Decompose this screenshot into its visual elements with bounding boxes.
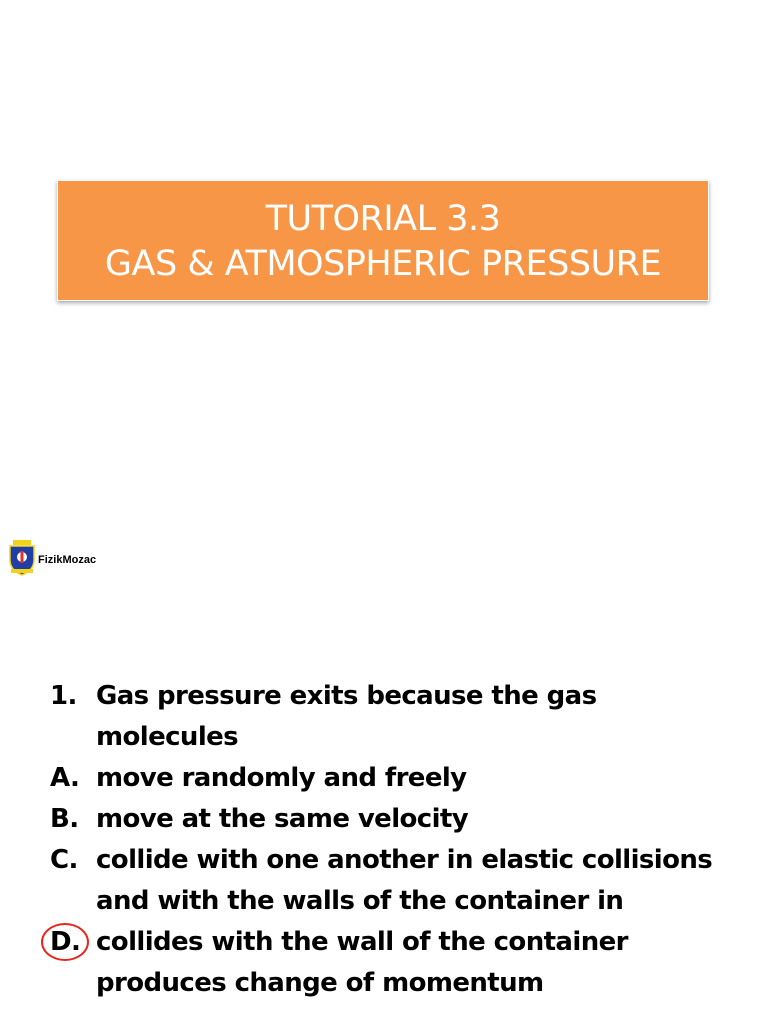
question-text-line: Gas pressure exits because the gas: [96, 681, 597, 711]
option-d: [50, 922, 750, 1004]
option-text-line: move randomly and freely: [96, 763, 467, 793]
option-letter: B.: [50, 804, 79, 834]
title-banner: [57, 180, 709, 301]
logo-label: FizikMozac: [38, 554, 97, 566]
option-letter-circled: D.: [50, 922, 96, 963]
option-text-line: produces change of momentum: [96, 968, 544, 998]
question-1: [50, 676, 750, 1004]
logo: [8, 540, 96, 576]
option-b: [50, 799, 750, 840]
option-letter: C.: [50, 845, 78, 875]
question-text-line: molecules: [96, 722, 239, 752]
option-text-line: and with the walls of the container in: [96, 886, 624, 916]
question-number: 1.: [50, 681, 77, 711]
title-line-1: TUTORIAL 3.3: [265, 198, 501, 239]
option-letter: A.: [50, 763, 80, 793]
title-line-2: GAS & ATMOSPHERIC PRESSURE: [104, 243, 662, 284]
option-a: [50, 758, 750, 799]
option-text-line: move at the same velocity: [96, 804, 469, 834]
option-text-line: collides with the wall of the container: [96, 927, 628, 957]
option-text-line: collide with one another in elastic collisions: [96, 845, 713, 875]
school-crest-icon: [8, 540, 36, 576]
question-stem: [50, 676, 750, 758]
option-c: [50, 840, 750, 922]
